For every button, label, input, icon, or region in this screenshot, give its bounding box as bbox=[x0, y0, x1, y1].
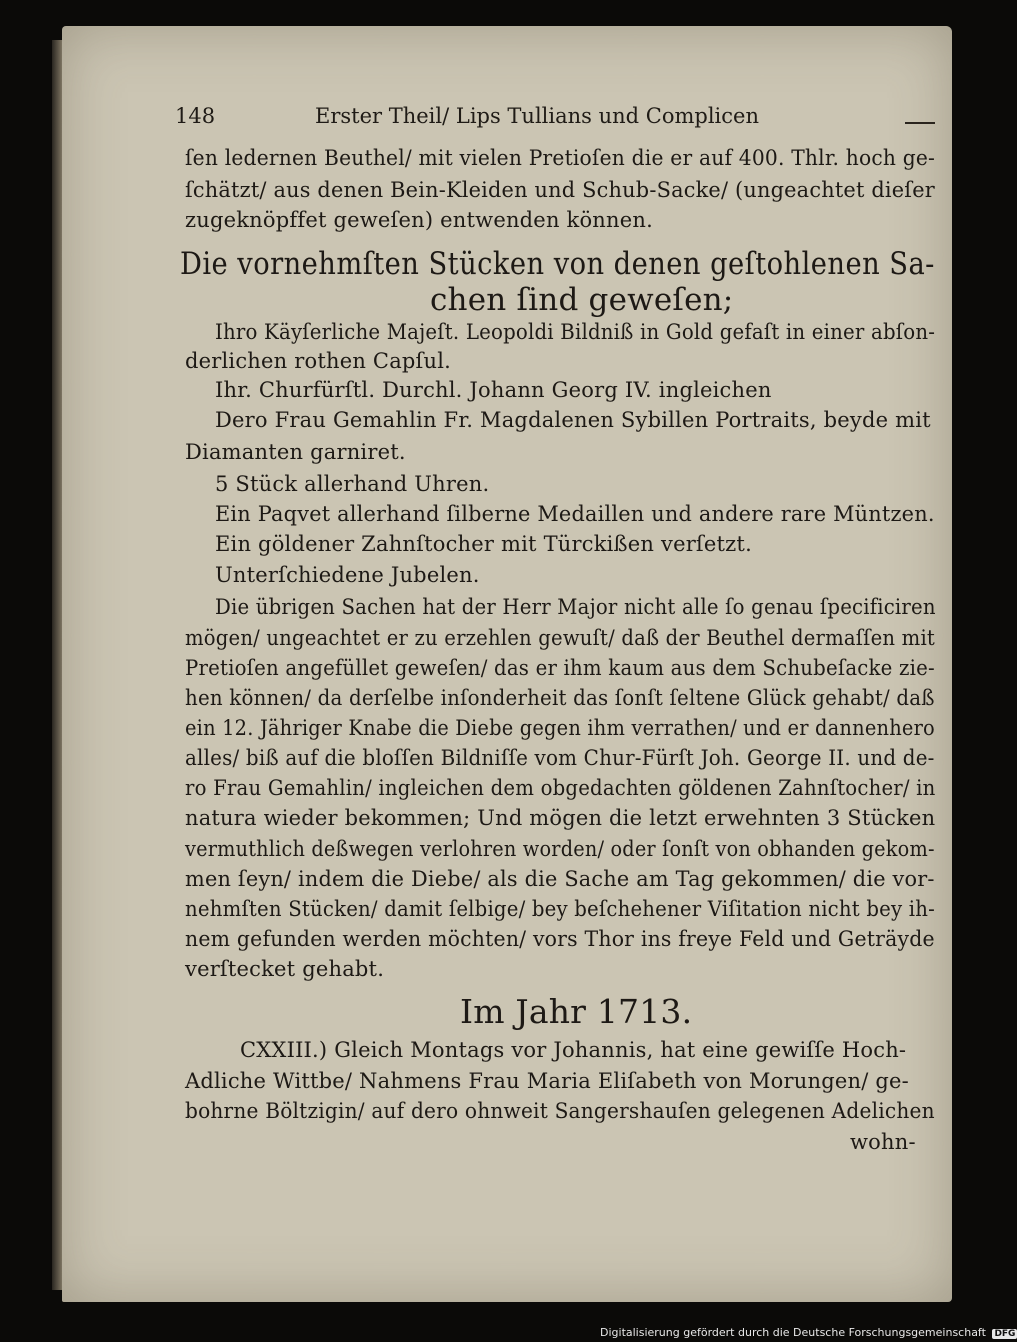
text-line: Adliche Wittbe/ Nahmens Frau Maria Eliſabeth von Morungen/ ge- bbox=[185, 1069, 909, 1093]
text-line: ein 12. Jähriger Knabe die Diebe gegen ihm verrathen/ und er dannenhero bbox=[185, 716, 935, 740]
text-line: vermuthlich deßwegen verlohren worden/ oder ſonſt von obhanden gekom- bbox=[185, 837, 935, 861]
credit-text: Digitalisierung gefördert durch die Deutsche Forschungsgemeinschaft bbox=[600, 1326, 986, 1339]
text-line: Die übrigen Sachen hat der Herr Major nicht alle ſo genau ſpecificiren bbox=[215, 595, 936, 619]
text-line: natura wieder bekommen; Und mögen die letzt erwehnten 3 Stücken bbox=[185, 806, 936, 830]
text-line: zugeknöpffet geweſen) entwenden können. bbox=[185, 208, 653, 232]
text-line: verſtecket gehabt. bbox=[185, 957, 385, 981]
running-header bbox=[175, 100, 935, 138]
text-line: 5 Stück allerhand Uhren. bbox=[215, 472, 490, 496]
text-line: hen können/ da derſelbe inſonderheit das ſonſt ſeltene Glück gehabt/ daß bbox=[185, 686, 935, 710]
year-heading: Im Jahr 1713. bbox=[460, 992, 693, 1031]
dfg-logo: DFG bbox=[994, 1329, 1016, 1339]
section-heading: Die vornehmſten Stücken von denen geſtohlenen Sa- bbox=[180, 246, 935, 282]
text-line: Ein göldener Zahnſtocher mit Türckißen verſetzt. bbox=[215, 532, 752, 556]
text-line: Ein Paqvet allerhand ſilberne Medaillen und andere rare Müntzen. bbox=[215, 502, 935, 526]
text-line: nem gefunden werden möchten/ vors Thor ins freye Feld und Geträyde bbox=[185, 927, 935, 951]
running-title: Erster Theil/ Lips Tullians und Complicen bbox=[315, 104, 759, 128]
text-line: Diamanten garniret. bbox=[185, 440, 406, 464]
text-line: Pretioſen angefüllet geweſen/ das er ihm kaum aus dem Schubeſacke zie- bbox=[185, 656, 935, 680]
text-line: Unterſchiedene Jubelen. bbox=[215, 563, 480, 587]
text-line: alles/ biß auf die bloſſen Bildniſſe vom Chur-Fürſt Joh. George II. und de- bbox=[185, 746, 935, 770]
text-line: bohrne Böltzigin/ auf dero ohnweit Sangershauſen gelegenen Adelichen bbox=[185, 1099, 935, 1123]
text-line: derlichen rothen Capſul. bbox=[185, 349, 452, 373]
text-line: CXXIII.) Gleich Montags vor Johannis, hat eine gewiſſe Hoch- bbox=[240, 1038, 907, 1062]
text-line: ſchätzt/ aus denen Bein-Kleiden und Schub-Sacke/ (ungeachtet dieſer bbox=[185, 178, 935, 202]
page-number: 148 bbox=[175, 104, 216, 128]
catchword: wohn- bbox=[850, 1130, 916, 1154]
text-line: Dero Frau Gemahlin Fr. Magdalenen Sybillen Portraits, beyde mit bbox=[215, 408, 931, 432]
text-line: ro Frau Gemahlin/ ingleichen dem obgedachten göldenen Zahnſtocher/ in bbox=[185, 776, 936, 800]
text-line: ſen ledernen Beuthel/ mit vielen Pretioſen die er auf 400. Thlr. hoch ge- bbox=[185, 146, 936, 170]
header-rule bbox=[905, 122, 935, 124]
digitization-credit bbox=[600, 1326, 1016, 1342]
text-line: Ihr. Churfürſtl. Durchl. Johann Georg IV. ingleichen bbox=[215, 378, 772, 402]
text-line: mögen/ ungeachtet er zu erzehlen gewuſt/ daß der Beuthel dermaſſen mit bbox=[185, 626, 935, 650]
text-line: nehmſten Stücken/ damit ſelbige/ bey beſchehener Viſitation nicht bey ih- bbox=[185, 897, 935, 921]
text-line: men ſeyn/ indem die Diebe/ als die Sache am Tag gekommen/ die vor- bbox=[185, 867, 935, 891]
section-heading: chen ſind geweſen; bbox=[430, 282, 734, 318]
text-line: Ihro Käyſerliche Majeſt. Leopoldi Bildniß in Gold gefaſt in einer abſon- bbox=[215, 320, 936, 344]
